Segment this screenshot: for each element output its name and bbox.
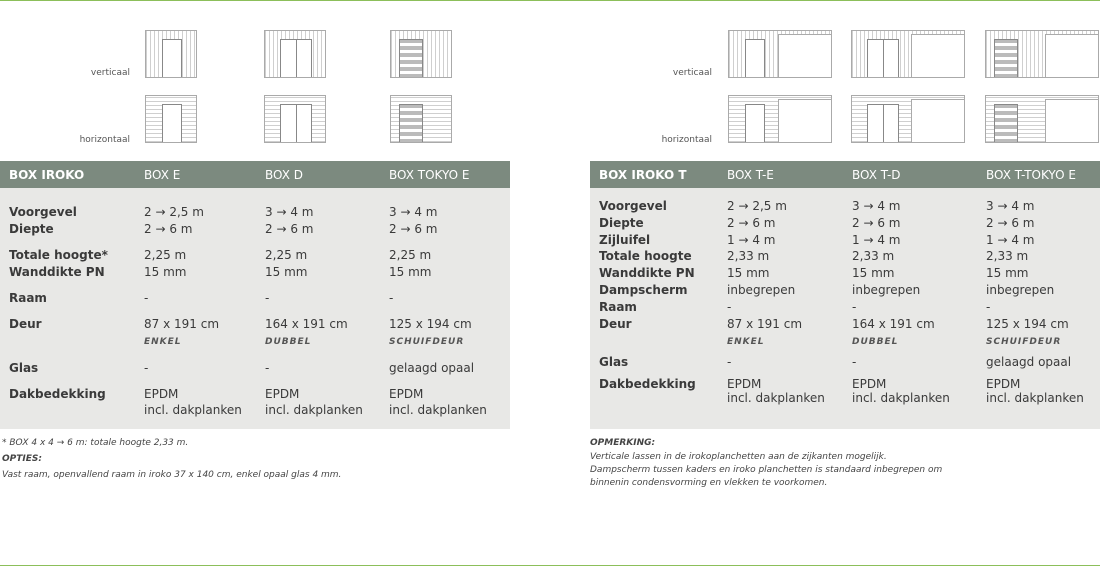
left-row-value: 2 → 6 m bbox=[389, 222, 438, 236]
left-header-col-3: BOX TOKYO E bbox=[389, 168, 470, 182]
left-notes bbox=[2, 437, 502, 482]
label-vertical-t: verticaal bbox=[672, 68, 712, 78]
left-thumbnails bbox=[0, 0, 510, 155]
left-row-value: 15 mm bbox=[389, 265, 432, 279]
right-header-col-0: BOX IROKO T bbox=[599, 168, 687, 182]
left-row-label: Totale hoogte* bbox=[9, 248, 108, 262]
right-row-value: 2,33 m bbox=[986, 249, 1029, 263]
thumb-box-te-horizontal bbox=[728, 95, 832, 143]
right-row-value: inbegrepen bbox=[727, 283, 796, 297]
right-row-value: inbegrepen bbox=[852, 283, 921, 297]
right-header-col-3: BOX T-TOKYO E bbox=[986, 168, 1076, 182]
left-row-value: - bbox=[389, 291, 394, 305]
thumb-box-e-vertical bbox=[145, 30, 197, 78]
thumb-box-e-horizontal bbox=[145, 95, 197, 143]
left-row-label: Diepte bbox=[9, 222, 54, 236]
right-row-value: - bbox=[727, 300, 732, 314]
right-row-label: Dakbedekking bbox=[599, 377, 696, 391]
right-row-value: - bbox=[852, 355, 857, 369]
options-text: Vast raam, openvallend raam in iroko 37 x 140 cm, enkel opaal glas 4 mm. bbox=[2, 470, 342, 480]
right-row-value: 2,33 m bbox=[852, 249, 895, 263]
right-row-value: - bbox=[986, 300, 991, 314]
left-row-value: gelaagd opaal bbox=[389, 361, 475, 375]
remark-line-2: Dampscherm tussen kaders en iroko planchetten is standaard inbegrepen om bbox=[590, 465, 943, 475]
right-row-value: 2 → 2,5 m bbox=[727, 199, 787, 213]
thumb-box-tokyo-vertical bbox=[390, 30, 452, 78]
left-header-col-2: BOX D bbox=[265, 168, 303, 182]
right-row-value: 2,33 m bbox=[727, 249, 770, 263]
left-row-label: Raam bbox=[9, 291, 47, 305]
right-row-value: 3 → 4 m bbox=[852, 199, 901, 213]
right-row-value: 15 mm bbox=[986, 266, 1029, 280]
left-spec-table bbox=[0, 161, 510, 429]
right-spec-table bbox=[590, 161, 1100, 429]
right-row-sub: DUBBEL bbox=[852, 337, 899, 347]
right-row-value: 1 → 4 m bbox=[986, 233, 1035, 247]
thumb-box-te-vertical bbox=[728, 30, 832, 78]
right-row-value: 15 mm bbox=[852, 266, 895, 280]
remark-line-1: Verticale lassen in de irokoplanchetten aan de zijkanten mogelijk. bbox=[590, 452, 887, 462]
right-row-value: 2 → 6 m bbox=[727, 216, 776, 230]
right-row-value: 1 → 4 m bbox=[852, 233, 901, 247]
left-row-label: Wanddikte PN bbox=[9, 265, 105, 279]
right-header-col-1: BOX T-E bbox=[727, 168, 774, 182]
label-horizontal-t: horizontaal bbox=[661, 135, 712, 145]
left-row-value: EPDM bbox=[389, 387, 424, 401]
left-row-value: - bbox=[144, 361, 149, 375]
right-row-value-2: incl. dakplanken bbox=[727, 391, 825, 405]
right-row-value: 125 x 194 cm bbox=[986, 317, 1069, 331]
remark-title: OPMERKING: bbox=[590, 438, 656, 448]
left-row-value: 15 mm bbox=[265, 265, 308, 279]
left-row-value: EPDM bbox=[144, 387, 179, 401]
left-row-value: 2 → 6 m bbox=[144, 222, 193, 236]
right-row-value-2: incl. dakplanken bbox=[986, 391, 1084, 405]
left-row-value: 2,25 m bbox=[265, 248, 308, 262]
thumb-box-tokyo-horizontal bbox=[390, 95, 452, 143]
left-row-sub: SCHUIFDEUR bbox=[389, 337, 465, 347]
left-row-value: 2,25 m bbox=[144, 248, 187, 262]
left-row-value: - bbox=[265, 291, 270, 305]
right-row-value: 164 x 191 cm bbox=[852, 317, 935, 331]
right-row-value: 3 → 4 m bbox=[986, 199, 1035, 213]
left-row-value: 2,25 m bbox=[389, 248, 432, 262]
thumb-box-td-horizontal bbox=[851, 95, 965, 143]
left-row-value: 87 x 191 cm bbox=[144, 317, 220, 331]
right-row-value: 1 → 4 m bbox=[727, 233, 776, 247]
right-notes bbox=[590, 437, 1100, 490]
right-thumbnails bbox=[590, 0, 1100, 155]
left-row-value-2: incl. dakplanken bbox=[265, 403, 363, 417]
left-row-value: 125 x 194 cm bbox=[389, 317, 472, 331]
right-row-value: - bbox=[727, 355, 732, 369]
thumb-box-ttokyo-vertical bbox=[985, 30, 1099, 78]
label-horizontal: horizontaal bbox=[79, 135, 130, 145]
right-row-label: Deur bbox=[599, 317, 632, 331]
left-row-label: Dakbedekking bbox=[9, 387, 106, 401]
right-row-value-2: incl. dakplanken bbox=[852, 391, 950, 405]
left-row-value: - bbox=[265, 361, 270, 375]
left-row-value-2: incl. dakplanken bbox=[144, 403, 242, 417]
left-row-label: Glas bbox=[9, 361, 39, 375]
right-header-col-2: BOX T-D bbox=[852, 168, 901, 182]
left-row-value: 2 → 2,5 m bbox=[144, 205, 204, 219]
right-row-label: Wanddikte PN bbox=[599, 266, 695, 280]
right-row-label: Diepte bbox=[599, 216, 644, 230]
right-row-label: Voorgevel bbox=[599, 199, 667, 213]
right-row-value: 87 x 191 cm bbox=[727, 317, 803, 331]
right-row-label: Zijluifel bbox=[599, 233, 651, 247]
right-row-sub: SCHUIFDEUR bbox=[986, 337, 1062, 347]
right-row-value: EPDM bbox=[852, 377, 887, 391]
right-row-value: - bbox=[852, 300, 857, 314]
right-row-value: 15 mm bbox=[727, 266, 770, 280]
left-row-value: 15 mm bbox=[144, 265, 187, 279]
label-vertical: verticaal bbox=[90, 68, 130, 78]
right-row-value: 2 → 6 m bbox=[986, 216, 1035, 230]
right-table-header bbox=[590, 161, 1100, 188]
right-row-label: Dampscherm bbox=[599, 283, 688, 297]
footnote: * BOX 4 x 4 → 6 m: totale hoogte 2,33 m. bbox=[2, 438, 189, 448]
thumb-box-d-horizontal bbox=[264, 95, 326, 143]
left-row-sub: ENKEL bbox=[144, 337, 182, 347]
left-row-value: 164 x 191 cm bbox=[265, 317, 348, 331]
right-row-label: Raam bbox=[599, 300, 637, 314]
right-row-value: inbegrepen bbox=[986, 283, 1055, 297]
thumb-box-ttokyo-horizontal bbox=[985, 95, 1099, 143]
right-row-sub: ENKEL bbox=[727, 337, 765, 347]
left-row-value: 3 → 4 m bbox=[265, 205, 314, 219]
left-row-label: Voorgevel bbox=[9, 205, 77, 219]
left-row-value: EPDM bbox=[265, 387, 300, 401]
right-row-value: EPDM bbox=[986, 377, 1021, 391]
left-row-value: 2 → 6 m bbox=[265, 222, 314, 236]
bottom-rule bbox=[0, 565, 1100, 566]
left-row-label: Deur bbox=[9, 317, 42, 331]
options-title: OPTIES: bbox=[2, 454, 42, 464]
left-row-value-2: incl. dakplanken bbox=[389, 403, 487, 417]
left-row-value: 3 → 4 m bbox=[389, 205, 438, 219]
thumb-box-d-vertical bbox=[264, 30, 326, 78]
right-row-value: 2 → 6 m bbox=[852, 216, 901, 230]
left-header-col-0: BOX IROKO bbox=[9, 168, 85, 182]
thumb-box-td-vertical bbox=[851, 30, 965, 78]
remark-line-3: binnenin condensvorming en vlekken te voorkomen. bbox=[590, 478, 828, 488]
right-row-value: EPDM bbox=[727, 377, 762, 391]
left-row-sub: DUBBEL bbox=[265, 337, 312, 347]
left-row-value: - bbox=[144, 291, 149, 305]
right-row-label: Glas bbox=[599, 355, 629, 369]
right-row-label: Totale hoogte bbox=[599, 249, 692, 263]
right-row-value: gelaagd opaal bbox=[986, 355, 1072, 369]
left-table-header bbox=[0, 161, 510, 188]
left-header-col-1: BOX E bbox=[144, 168, 181, 182]
